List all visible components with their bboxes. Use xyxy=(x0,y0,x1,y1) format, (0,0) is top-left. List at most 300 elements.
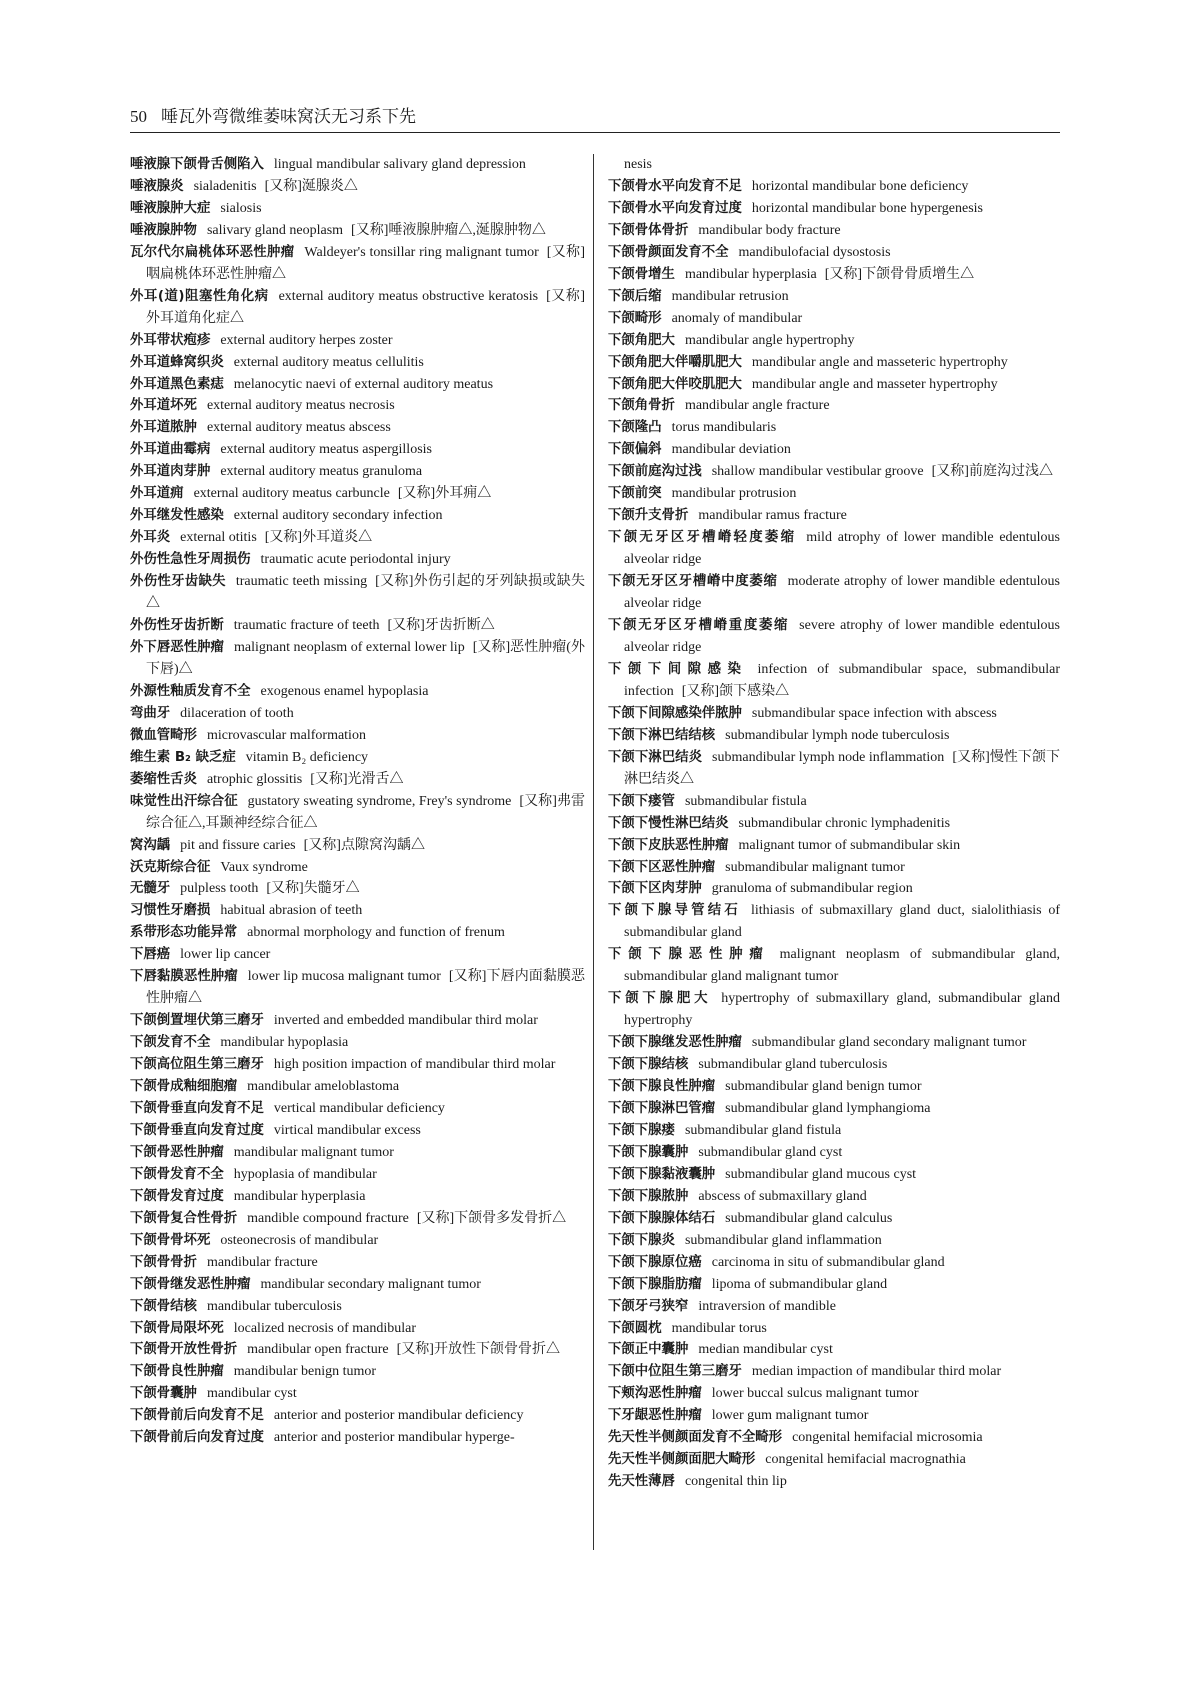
term-english: congenital hemifacial microsomia xyxy=(792,1430,983,1446)
term-english: lower gum malignant tumor xyxy=(711,1408,869,1424)
term-chinese: 下颌下腺导管结石 xyxy=(608,903,741,919)
term-chinese: 下颌高位阻生第三磨牙 xyxy=(130,1057,264,1073)
term-english: submandibular gland tuberculosis xyxy=(698,1057,888,1073)
term-english: submandibular lymph node tuberculosis xyxy=(725,727,950,743)
term-chinese: 外耳(道)阻塞性角化病 xyxy=(130,288,269,304)
glossary-entry xyxy=(608,900,1060,944)
term-english: lower lip mucosa malignant tumor xyxy=(247,969,441,985)
term-chinese: 下颌骨局限坏死 xyxy=(130,1320,224,1336)
term-chinese: 下颌下腺黏液囊肿 xyxy=(608,1166,716,1182)
page-number: 50 xyxy=(130,107,147,126)
glossary-entry xyxy=(608,835,1060,857)
glossary-entry xyxy=(608,944,1060,988)
term-english: submandibular gland benign tumor xyxy=(725,1079,922,1095)
term-chinese: 唾液腺肿物 xyxy=(130,222,197,238)
term-chinese: 先天性半侧颜面肥大畸形 xyxy=(608,1452,756,1468)
term-chinese: 唾液腺炎 xyxy=(130,178,184,194)
term-chinese: 下颌骨继发恶性肿瘤 xyxy=(130,1276,251,1292)
glossary-entry xyxy=(130,769,585,791)
glossary-entry xyxy=(130,1120,585,1142)
column-divider xyxy=(593,154,594,1550)
term-chinese: 味觉性出汗综合征 xyxy=(130,793,238,809)
term-chinese: 下颌下腺瘘 xyxy=(608,1122,675,1138)
term-chinese: 先天性半侧颜面发育不全畸形 xyxy=(608,1430,783,1446)
term-chinese: 下颌无牙区牙槽嵴中度萎缩 xyxy=(608,574,778,590)
term-english: mandibular ramus fracture xyxy=(698,508,847,524)
term-chinese: 外耳道蜂窝织炎 xyxy=(130,354,224,370)
term-english: traumatic acute periodontal injury xyxy=(260,552,451,568)
term-chinese: 外伤性牙齿缺失 xyxy=(130,574,226,590)
term-chinese: 外耳道黑色素痣 xyxy=(130,376,224,392)
glossary-entry xyxy=(130,330,585,352)
term-chinese: 下颌下区肉芽肿 xyxy=(608,881,702,897)
term-english: localized necrosis of mandibular xyxy=(233,1320,417,1336)
term-chinese: 萎缩性舌炎 xyxy=(130,771,197,787)
term-synonym: [又称]咽扁桃体环恶性肿瘤△ xyxy=(146,244,585,282)
term-synonym: [又称]弗雷综合征△,耳颞神经综合征△ xyxy=(146,793,586,831)
term-english: sialosis xyxy=(220,200,262,216)
glossary-entry xyxy=(130,1076,585,1098)
term-english: external auditory meatus necrosis xyxy=(206,398,395,414)
glossary-entry xyxy=(130,1186,585,1208)
term-english: submandibular gland lymphangioma xyxy=(725,1100,931,1116)
term-english: submandibular gland mucous cyst xyxy=(725,1166,917,1182)
term-english: submandibular gland fistula xyxy=(684,1122,842,1138)
glossary-entry xyxy=(608,1383,1060,1405)
glossary-entry xyxy=(130,1361,585,1383)
term-chinese: 下颌骨发育不全 xyxy=(130,1166,224,1182)
term-chinese: 下颌下腺脓肿 xyxy=(608,1188,689,1204)
glossary-entry xyxy=(130,242,585,286)
term-english: abnormal morphology and function of frenum xyxy=(247,925,505,941)
term-chinese: 下颌隆凸 xyxy=(608,420,662,436)
term-english: virtical mandibular excess xyxy=(273,1122,421,1138)
term-english: moderate atrophy of lower mandible edentulous alveolar ridge xyxy=(624,574,1061,612)
term-chinese: 下颌骨开放性骨折 xyxy=(130,1342,238,1358)
term-chinese: 下颌前庭沟过浅 xyxy=(608,464,702,480)
term-chinese: 下颌畸形 xyxy=(608,310,662,326)
term-english: horizontal mandibular bone hypergenesis xyxy=(751,200,983,216)
glossary-entry xyxy=(130,352,585,374)
glossary-entry xyxy=(130,1339,585,1361)
term-chinese: 外伤性牙齿折断 xyxy=(130,618,224,634)
term-english: lithiasis of submaxillary gland duct, sialolithiasis of submandibular gland xyxy=(624,903,1061,941)
term-chinese: 下颌升支骨折 xyxy=(608,508,689,524)
glossary-entry xyxy=(608,1361,1060,1383)
glossary-entry xyxy=(130,878,585,900)
glossary-entry xyxy=(608,1274,1060,1296)
term-chinese: 下牙龈恶性肿瘤 xyxy=(608,1408,702,1424)
term-synonym: [又称]点隙窝沟龋△ xyxy=(303,837,425,853)
term-english: exogenous enamel hypoplasia xyxy=(260,683,429,699)
term-chinese: 瓦尔代尔扁桃体环恶性肿瘤 xyxy=(130,244,295,260)
glossary-entry xyxy=(130,154,585,176)
term-chinese: 下颌正中囊肿 xyxy=(608,1342,689,1358)
term-synonym: [又称]外耳道角化症△ xyxy=(146,288,585,326)
term-synonym: [又称]光滑舌△ xyxy=(310,771,404,787)
term-english: mandibular angle hypertrophy xyxy=(684,332,855,348)
term-english: mandible compound fracture xyxy=(247,1210,409,1226)
term-english: inverted and embedded mandibular third molar xyxy=(273,1013,538,1029)
term-chinese: 下颌骨骨坏死 xyxy=(130,1232,211,1248)
term-chinese: 下颌角肥大伴嚼肌肥大 xyxy=(608,354,742,370)
glossary-entry xyxy=(130,483,585,505)
term-chinese: 外下唇恶性肿瘤 xyxy=(130,639,224,655)
glossary-entry xyxy=(130,1405,585,1427)
glossary-entry xyxy=(608,395,1060,417)
glossary-entry xyxy=(608,1230,1060,1252)
term-chinese: 下颌角肥大 xyxy=(608,332,675,348)
term-chinese: 下颌骨恶性肿瘤 xyxy=(130,1144,224,1160)
glossary-entry xyxy=(608,1164,1060,1186)
term-synonym: [又称]失髓牙△ xyxy=(266,881,360,897)
glossary-entry xyxy=(130,703,585,725)
term-synonym: [又称]涎腺炎△ xyxy=(264,178,358,194)
glossary-entry xyxy=(608,1076,1060,1098)
glossary-entry xyxy=(608,352,1060,374)
term-english: external auditory herpes zoster xyxy=(220,332,393,348)
glossary-entry xyxy=(130,1274,585,1296)
term-english: vertical mandibular deficiency xyxy=(273,1100,445,1116)
term-chinese: 下颌角肥大伴咬肌肥大 xyxy=(608,376,742,392)
term-english: median impaction of mandibular third molar xyxy=(751,1364,1002,1380)
term-chinese: 下颌骨增生 xyxy=(608,266,675,282)
glossary-entry xyxy=(130,1164,585,1186)
term-chinese: 下颌发育不全 xyxy=(130,1035,211,1051)
term-chinese: 下唇癌 xyxy=(130,947,171,963)
term-synonym: [又称]外耳道炎△ xyxy=(264,530,373,546)
term-synonym: [又称]外耳痈△ xyxy=(397,486,492,502)
term-english: Vaux syndrome xyxy=(220,859,308,875)
glossary-entry xyxy=(608,1186,1060,1208)
term-english: mandibular hypoplasia xyxy=(220,1035,349,1051)
page-header xyxy=(130,104,1060,133)
term-english: anterior and posterior mandibular hyperge- xyxy=(273,1430,515,1446)
term-english: mandibulofacial dysostosis xyxy=(738,244,891,260)
glossary-entry xyxy=(608,659,1060,703)
term-chinese: 弯曲牙 xyxy=(130,705,171,721)
glossary-entry xyxy=(608,878,1060,900)
term-chinese: 外耳道肉芽肿 xyxy=(130,464,211,480)
term-english: mandibular hyperplasia xyxy=(684,266,817,282)
term-english: median mandibular cyst xyxy=(698,1342,833,1358)
term-english: infection of submandibular space, submandibular infection xyxy=(624,661,1060,699)
term-english: salivary gland neoplasm xyxy=(206,222,344,238)
glossary-entry xyxy=(608,220,1060,242)
term-chinese: 下颌下淋巴结结核 xyxy=(608,727,716,743)
left-column xyxy=(130,154,585,1449)
term-chinese: 下颌骨良性肿瘤 xyxy=(130,1364,224,1380)
term-chinese: 系带形态功能异常 xyxy=(130,925,238,941)
glossary-entry xyxy=(130,527,585,549)
term-english: horizontal mandibular bone deficiency xyxy=(751,178,969,194)
glossary-entry xyxy=(130,922,585,944)
term-chinese: 下唇黏膜恶性肿瘤 xyxy=(130,969,238,985)
glossary-entry xyxy=(130,1098,585,1120)
term-chinese: 先天性薄唇 xyxy=(608,1474,675,1490)
glossary-entry xyxy=(130,1208,585,1230)
glossary-entry xyxy=(608,1120,1060,1142)
term-english: sialadenitis xyxy=(193,178,257,194)
term-chinese: 下颌下腺继发恶性肿瘤 xyxy=(608,1035,742,1051)
glossary-entry xyxy=(608,1032,1060,1054)
term-chinese: 下颌骨复合性骨折 xyxy=(130,1210,238,1226)
term-synonym: [又称]慢性下颌下淋巴结炎△ xyxy=(624,749,1060,787)
glossary-entry xyxy=(130,1427,585,1449)
glossary-entry xyxy=(130,1054,585,1076)
glossary-entry xyxy=(130,505,585,527)
term-chinese: 外源性釉质发育不全 xyxy=(130,683,251,699)
term-english: shallow mandibular vestibular groove xyxy=(711,464,924,480)
term-english: melanocytic naevi of external auditory meatus xyxy=(233,376,494,392)
glossary-entry xyxy=(608,1252,1060,1274)
term-chinese: 下颌前突 xyxy=(608,486,662,502)
term-chinese: 下颌无牙区牙槽嵴重度萎缩 xyxy=(608,618,790,634)
term-chinese: 维生素 B₂ 缺乏症 xyxy=(130,749,236,765)
term-english: gustatory sweating syndrome, Frey's syndrome xyxy=(247,793,512,809)
glossary-entry xyxy=(608,1405,1060,1427)
glossary-entry xyxy=(608,330,1060,352)
term-english: submandibular fistula xyxy=(684,793,807,809)
glossary-entry xyxy=(130,944,585,966)
term-english: submandibular gland secondary malignant tumor xyxy=(751,1035,1027,1051)
term-synonym: [又称]唾液腺肿瘤△,涎腺肿物△ xyxy=(351,222,546,238)
glossary-entry xyxy=(130,461,585,483)
term-english: external auditory meatus abscess xyxy=(206,420,391,436)
glossary-entry xyxy=(608,747,1060,791)
term-synonym: [又称]下唇内面黏膜恶性肿瘤△ xyxy=(146,969,585,1007)
term-english: mandibular body fracture xyxy=(698,222,841,238)
glossary-entry xyxy=(130,198,585,220)
term-chinese: 窝沟龋 xyxy=(130,837,171,853)
term-english: habitual abrasion of teeth xyxy=(220,903,363,919)
term-english: lower buccal sulcus malignant tumor xyxy=(711,1386,919,1402)
term-chinese: 下颌下腺原位癌 xyxy=(608,1254,702,1270)
term-chinese: 下颌下瘘管 xyxy=(608,793,675,809)
term-english: osteonecrosis of mandibular xyxy=(220,1232,379,1248)
term-english: mandibular angle and masseteric hypertrophy xyxy=(751,354,1008,370)
term-english: Waldeyer's tonsillar ring malignant tumor xyxy=(304,244,539,260)
term-synonym: [又称]颌下感染△ xyxy=(681,683,790,699)
term-chinese: 外耳炎 xyxy=(130,530,171,546)
glossary-entry xyxy=(608,703,1060,725)
glossary-entry xyxy=(608,176,1060,198)
term-synonym: [又称]外伤引起的牙列缺损或缺失△ xyxy=(146,574,586,612)
term-english: congenital thin lip xyxy=(684,1474,787,1490)
term-chinese: 微血管畸形 xyxy=(130,727,197,743)
glossary-entry xyxy=(608,1471,1060,1493)
term-english: mandibular protrusion xyxy=(671,486,797,502)
term-chinese: 下颌后缩 xyxy=(608,288,662,304)
glossary-entry xyxy=(130,1296,585,1318)
term-english: lingual mandibular salivary gland depression xyxy=(273,157,526,172)
term-english: mandibular cyst xyxy=(206,1386,297,1402)
term-chinese: 无髓牙 xyxy=(130,881,171,897)
term-english: external auditory meatus aspergillosis xyxy=(220,442,432,458)
glossary-entry xyxy=(130,1252,585,1274)
glossary-entry xyxy=(130,747,585,769)
term-english: mandibular torus xyxy=(671,1320,767,1336)
glossary-entry xyxy=(130,395,585,417)
term-english: external auditory meatus carbuncle xyxy=(193,486,390,502)
glossary-entry xyxy=(608,264,1060,286)
glossary-entry xyxy=(608,286,1060,308)
term-chinese: 下颌下皮肤恶性肿瘤 xyxy=(608,837,729,853)
glossary-entry xyxy=(130,791,585,835)
glossary-entry xyxy=(130,857,585,879)
term-english: pulpless tooth xyxy=(180,881,259,897)
term-chinese: 下颌下间隙感染 xyxy=(608,661,748,677)
right-column xyxy=(608,154,1060,1493)
glossary-entry xyxy=(130,1318,585,1340)
term-english: submandibular lymph node inflammation xyxy=(712,749,945,765)
glossary-entry xyxy=(608,725,1060,747)
term-chinese: 唾液腺肿大症 xyxy=(130,200,211,216)
glossary-entry xyxy=(608,461,1060,483)
term-chinese: 下颌下腺囊肿 xyxy=(608,1144,689,1160)
glossary-entry xyxy=(608,527,1060,571)
term-chinese: 下颊沟恶性肿瘤 xyxy=(608,1386,702,1402)
term-english: mandibular ameloblastoma xyxy=(247,1079,400,1095)
term-english: mandibular angle and masseter hypertrophy xyxy=(751,376,998,392)
term-english: external auditory secondary infection xyxy=(233,508,443,524)
glossary-entry xyxy=(130,549,585,571)
term-chinese: 外耳继发性感染 xyxy=(130,508,224,524)
glossary-entry xyxy=(130,1032,585,1054)
term-chinese: 外耳道脓肿 xyxy=(130,420,197,436)
term-english: dilaceration of tooth xyxy=(180,705,294,721)
glossary-entry xyxy=(608,1449,1060,1471)
glossary-entry xyxy=(608,1318,1060,1340)
glossary-entry xyxy=(608,1054,1060,1076)
glossary-entry xyxy=(130,1230,585,1252)
glossary-entry xyxy=(130,681,585,703)
term-chinese: 下颌骨水平向发育不足 xyxy=(608,178,742,194)
term-synonym: [又称]恶性肿瘤(外下唇)△ xyxy=(146,639,585,677)
term-english: torus mandibularis xyxy=(671,420,777,436)
term-english: high position impaction of mandibular third molar xyxy=(273,1057,556,1073)
term-english: mild atrophy of lower mandible edentulous alveolar ridge xyxy=(624,530,1060,568)
term-english: malignant neoplasm of external lower lip xyxy=(233,639,465,655)
term-english: external auditory meatus cellulitis xyxy=(233,354,424,370)
term-english: submandibular malignant tumor xyxy=(725,859,905,875)
term-chinese: 下颌骨水平向发育过度 xyxy=(608,200,742,216)
term-synonym: [又称]牙齿折断△ xyxy=(387,618,495,634)
glossary-entry xyxy=(130,1010,585,1032)
page-title: 唾瓦外弯微维萎味窝沃无习系下先 xyxy=(161,107,416,126)
term-chinese: 下颌骨成釉细胞瘤 xyxy=(130,1079,238,1095)
term-english: anterior and posterior mandibular deficiency xyxy=(273,1408,524,1424)
term-chinese: 下颌骨垂直向发育不足 xyxy=(130,1100,264,1116)
glossary-entry xyxy=(130,637,585,681)
glossary-entry xyxy=(130,176,585,198)
glossary-entry xyxy=(608,439,1060,461)
glossary-entry xyxy=(608,1098,1060,1120)
glossary-entry xyxy=(608,988,1060,1032)
glossary-entry xyxy=(608,417,1060,439)
term-chinese: 下颌下区恶性肿瘤 xyxy=(608,859,716,875)
term-synonym: [又称]下颌骨多发骨折△ xyxy=(416,1210,567,1226)
term-chinese: 下颌中位阻生第三磨牙 xyxy=(608,1364,742,1380)
term-english: submandibular gland calculus xyxy=(725,1210,893,1226)
glossary-entry xyxy=(608,1296,1060,1318)
term-synonym: [又称]开放性下颌骨骨折△ xyxy=(396,1342,560,1358)
term-chinese: 外耳道坏死 xyxy=(130,398,197,414)
glossary-entry xyxy=(130,417,585,439)
term-chinese: 下颌下腺良性肿瘤 xyxy=(608,1079,716,1095)
term-chinese: 下颌骨骨折 xyxy=(130,1254,197,1270)
glossary-entry xyxy=(608,1208,1060,1230)
glossary-entry xyxy=(608,242,1060,264)
term-synonym: [又称]前庭沟过浅△ xyxy=(931,464,1053,480)
term-chinese: 习惯性牙磨损 xyxy=(130,903,211,919)
glossary-entry xyxy=(608,374,1060,396)
glossary-entry xyxy=(608,154,1060,176)
term-chinese: 下颌骨前后向发育不足 xyxy=(130,1408,264,1424)
term-chinese: 下颌下间隙感染伴脓肿 xyxy=(608,705,742,721)
term-english: mandibular retrusion xyxy=(671,288,789,304)
term-chinese: 下颌牙弓狭窄 xyxy=(608,1298,689,1314)
glossary-entry xyxy=(130,835,585,857)
term-chinese: 下颌下腺恶性肿瘤 xyxy=(608,947,770,963)
term-chinese: 下颌下腺腺体结石 xyxy=(608,1210,716,1226)
term-chinese: 下颌下腺脂肪瘤 xyxy=(608,1276,702,1292)
term-english: pit and fissure caries xyxy=(180,837,296,853)
term-english: submandibular chronic lymphadenitis xyxy=(738,815,951,831)
glossary-entry xyxy=(130,439,585,461)
glossary-entry xyxy=(608,1142,1060,1164)
glossary-entry xyxy=(130,966,585,1010)
term-chinese: 下颌下腺肥大 xyxy=(608,991,712,1007)
term-english: severe atrophy of lower mandible edentulous alveolar ridge xyxy=(624,618,1061,655)
term-chinese: 下颌倒置埋伏第三磨牙 xyxy=(130,1013,264,1029)
term-english: abscess of submaxillary gland xyxy=(698,1188,867,1204)
term-chinese: 下颌角骨折 xyxy=(608,398,675,414)
term-english: atrophic glossitis xyxy=(206,771,303,787)
term-chinese: 下颌偏斜 xyxy=(608,442,662,458)
term-chinese: 外耳带状疱疹 xyxy=(130,332,211,348)
glossary-entry xyxy=(130,220,585,242)
term-english: mandibular hyperplasia xyxy=(233,1188,366,1204)
term-english: intraversion of mandible xyxy=(698,1298,836,1314)
term-english: submandibular space infection with abscess xyxy=(751,705,997,721)
glossary-entry xyxy=(130,286,585,330)
glossary-entry xyxy=(608,483,1060,505)
term-chinese: 外耳道曲霉病 xyxy=(130,442,211,458)
glossary-entry xyxy=(608,571,1060,615)
term-chinese: 下颌圆枕 xyxy=(608,1320,662,1336)
term-english: hypoplasia of mandibular xyxy=(233,1166,377,1182)
glossary-entry xyxy=(608,791,1060,813)
term-english: hypertrophy of submaxillary gland, submandibular gland hypertrophy xyxy=(624,991,1060,1029)
term-english: submandibular gland inflammation xyxy=(684,1232,882,1248)
glossary-entry xyxy=(608,198,1060,220)
term-chinese: 下颌无牙区牙槽嵴轻度萎缩 xyxy=(608,530,797,546)
term-english: malignant tumor of submandibular skin xyxy=(738,837,961,853)
term-chinese: 下颌下淋巴结炎 xyxy=(608,749,703,765)
glossary-entry xyxy=(608,857,1060,879)
term-chinese: 下颌下腺淋巴管瘤 xyxy=(608,1100,716,1116)
term-english: mandibular malignant tumor xyxy=(233,1144,394,1160)
term-english: external otitis xyxy=(180,530,257,546)
glossary-entry xyxy=(608,615,1060,659)
term-english: carcinoma in situ of submandibular gland xyxy=(711,1254,945,1270)
term-english: mandibular angle fracture xyxy=(684,398,830,414)
term-english: mandibular secondary malignant tumor xyxy=(260,1276,481,1292)
term-english: submandibular gland cyst xyxy=(698,1144,843,1160)
term-english: mandibular deviation xyxy=(671,442,791,458)
term-english: mandibular open fracture xyxy=(247,1342,389,1358)
